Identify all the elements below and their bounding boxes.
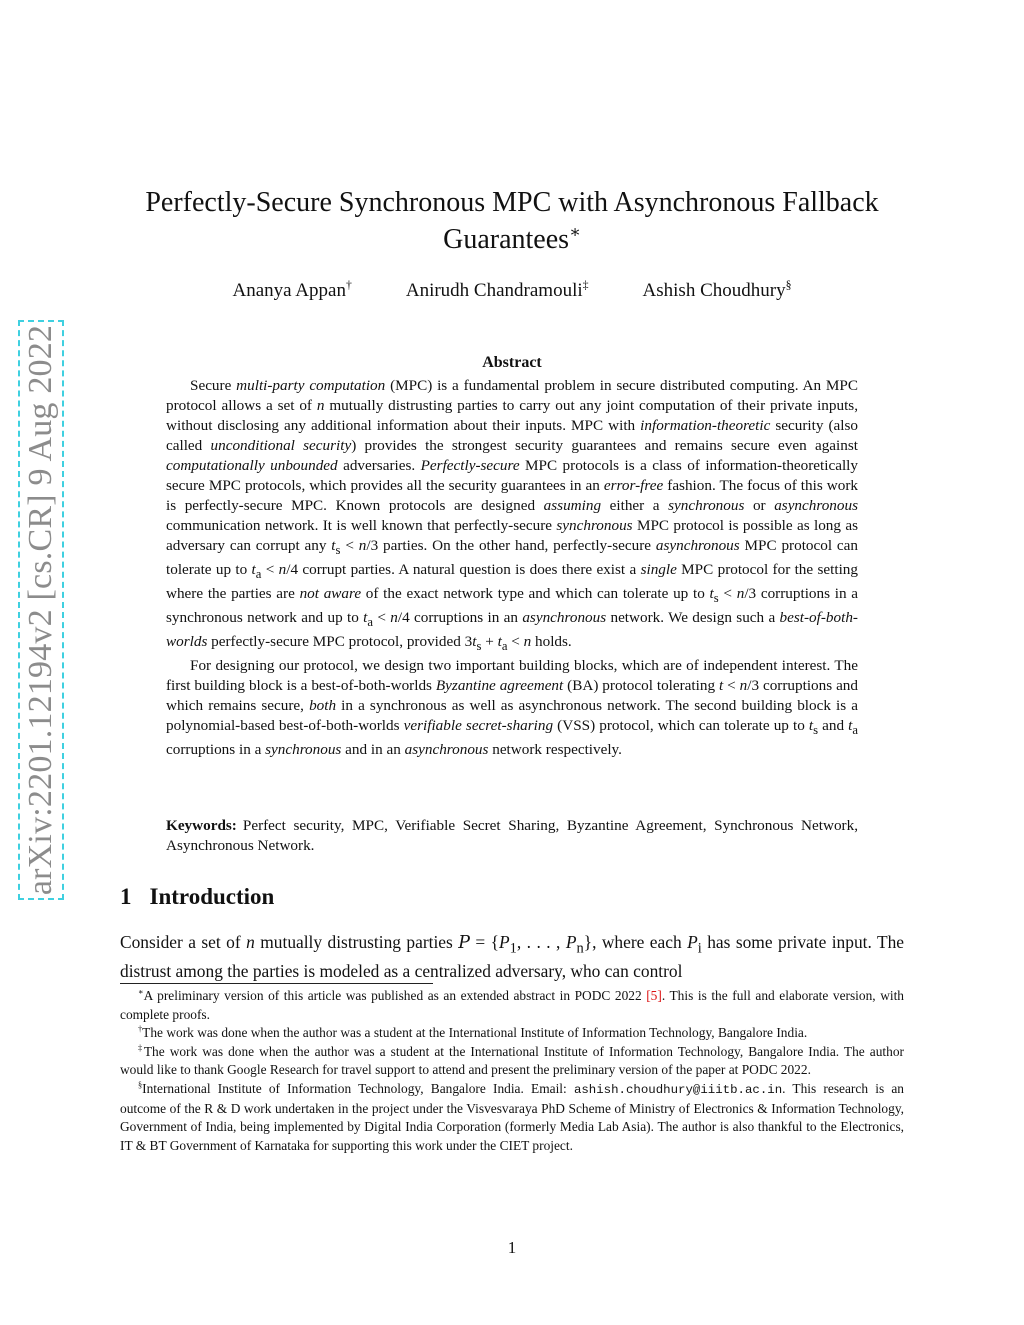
keywords-text: Perfect security, MPC, Verifiable Secret Sharing, Byzantine Agreement, Synchronous Network, Asynchronous Network. bbox=[166, 817, 858, 854]
paper-title bbox=[120, 184, 904, 258]
author-3: Ashish Choudhury§ bbox=[642, 278, 792, 301]
author-list bbox=[120, 280, 904, 302]
footnote-3: ‡The work was done when the author was a student at the International Institute of Information Technology, Bangalore India. The author would like to thank Google Research for travel support to attend and present the preliminary version of the paper at PODC 2022. bbox=[120, 1043, 904, 1078]
footnote-rule bbox=[120, 983, 433, 984]
author-2: Anirudh Chandramouli‡ bbox=[405, 278, 589, 301]
title-footnote-mark: ∗ bbox=[569, 222, 581, 242]
title-line-1: Perfectly-Secure Synchronous MPC with Asynchronous Fallback bbox=[145, 187, 879, 218]
author-1: Ananya Appan† bbox=[232, 278, 352, 301]
section-number: 1 bbox=[120, 884, 132, 909]
section-title: Introduction bbox=[149, 884, 275, 909]
arxiv-identifier: arXiv:2201.12194v2 [cs.CR] 9 Aug 2022 bbox=[22, 324, 59, 896]
abstract-paragraph-1: Secure multi-party computation (MPC) is a fundamental problem in secure distributed computing. An MPC protocol allows a set of n mutually distrusting parties to carry out any joint computation of their private inputs, without disclosing any additional information about their inputs. MPC with information-theoretic security (also called unconditional security) provides the strongest security guarantees and remains secure even against computationally unbounded adversaries. Perfectly-secure MPC protocols is a class of information-theoretically secure MPC protocols, which provides all the security guarantees in an error-free fashion. The focus of this work is perfectly-secure MPC. Known protocols are designed assuming either a synchronous or asynchronous communication network. It is well known that perfectly-secure synchronous MPC protocol is possible as long as adversary can corrupt any $t_s < n/3$ parties. On the other hand, perfectly-secure asynchronous MPC protocol can tolerate up to $t_a < n/4$ corrupt parties. A natural question is does there exist a single MPC protocol for the setting where the parties are not aware of the exact network type and which can tolerate up to $t_s < n/3$ corruptions in a synchronous network and up to $t_a < n/4$ corruptions in an asynchronous network. We design such a best-of-both-worlds perfectly-secure MPC protocol, provided $3t_s + t_a < n$ holds. bbox=[166, 377, 859, 654]
footnotes bbox=[120, 987, 904, 1155]
abstract-paragraph-2: For designing our protocol, we design two important building blocks, which are of independent interest. The first building block is a best-of-both-worlds Byzantine agreement (BA) protocol tolerating t < n/3 corruptions and which remains secure, both in a synchronous as well as asynchronous network. The second building block is a polynomial-based best-of-both-worlds verifiable secret-sharing (VSS) protocol, which can tolerate up to $t_s$ and $t_a$ corruptions in a synchronous and in an asynchronous network respectively. bbox=[166, 657, 859, 759]
footnote-1: ∗A preliminary version of this article was published as an extended abstract in PODC 2022 [5]. This is the full and elaborate version, with complete proofs. bbox=[120, 987, 904, 1022]
keywords bbox=[166, 816, 858, 856]
intro-paragraph: Consider a set of n mutually distrusting parties $P = \{P_1$, . . . , $P_n$}, where each $P_i$ has some private input. The distrust among the parties is modeled as a centralized adversary, who can control bbox=[120, 932, 904, 982]
page-number: 1 bbox=[507, 1238, 517, 1257]
keywords-label: Keywords: bbox=[166, 817, 237, 834]
abstract-heading: Abstract bbox=[482, 354, 542, 371]
author-email: ashish.choudhury@iiitb.ac.in bbox=[573, 1082, 783, 1097]
section-heading bbox=[120, 884, 274, 910]
footnote-2: †The work was done when the author was a student at the International Institute of Information Technology, Bangalore India. bbox=[138, 1024, 808, 1041]
citation-link[interactable]: [5] bbox=[646, 988, 662, 1003]
title-line-2: Guarantees∗ bbox=[443, 222, 581, 255]
abstract-body bbox=[166, 376, 858, 760]
arxiv-stamp bbox=[18, 320, 64, 900]
footnote-4: §International Institute of Information Technology, Bangalore India. Email: ashish.choudhury@iiitb.ac.in. This research is an outcome of the R & D work undertaken in the project under the Visvesvaraya PhD Scheme of Ministry of Electronics & Information Technology, Government of India, being implemented by Digital India Corporation (formerly Media Lab Asia). The author is also thankful to the Electronics, IT & BT Government of Karnataka for supporting this work under the CIET project. bbox=[120, 1080, 904, 1153]
